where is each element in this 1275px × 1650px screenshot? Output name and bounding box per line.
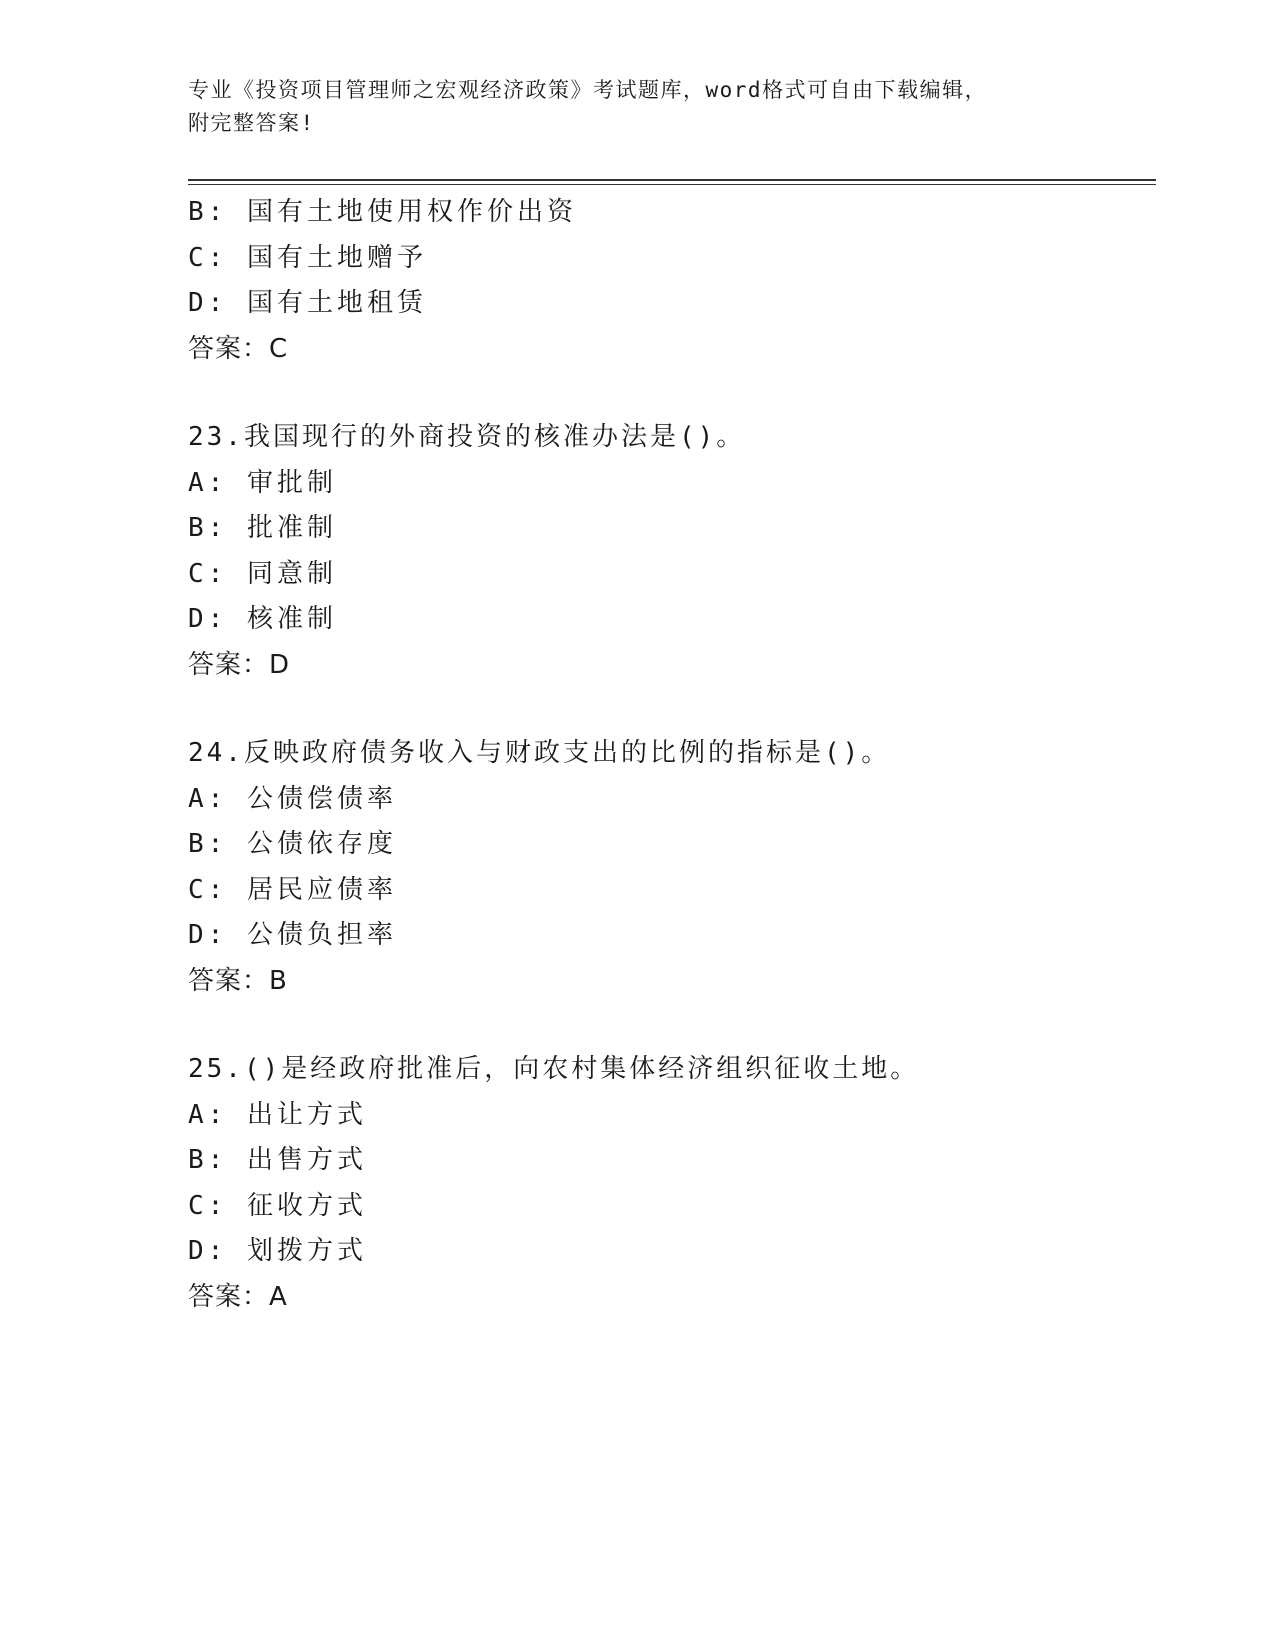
option-b: B: 批准制: [188, 513, 337, 543]
option-c: C: 居民应债率: [188, 874, 397, 905]
document-body: [188, 190, 1156, 1320]
answer-line: 答案：C: [188, 333, 289, 364]
header-divider-thick: [188, 179, 1156, 181]
answer-line: 答案：B: [188, 965, 288, 996]
option-c: C: 同意制: [188, 558, 337, 589]
question-25: [188, 1047, 1156, 1320]
header-line-1: 专业《投资项目管理师之宏观经济政策》考试题库，word格式可自由下载编辑，: [188, 78, 988, 102]
answer-line: 答案：D: [188, 649, 291, 680]
option-a: A: 公债偿债率: [188, 783, 397, 814]
spacer: [188, 688, 1156, 731]
option-d: D: 划拨方式: [188, 1236, 367, 1266]
spacer: [188, 1004, 1156, 1047]
option-d: D: 核准制: [188, 604, 337, 634]
answer-line: 答案：A: [188, 1281, 288, 1312]
header-divider-thin: [188, 184, 1156, 185]
option-a: A: 出让方式: [188, 1099, 367, 1130]
question-stem: 23.我国现行的外商投资的核准办法是()。: [188, 422, 746, 452]
question-22-continued: [188, 190, 1156, 372]
question-24: [188, 731, 1156, 1004]
question-stem: 25.()是经政府批准后，向农村集体经济组织征收土地。: [188, 1054, 920, 1084]
option-a: A: 审批制: [188, 467, 337, 498]
option-b: B: 国有土地使用权作价出资: [188, 197, 577, 227]
document-header: [188, 74, 1088, 140]
option-c: C: 征收方式: [188, 1190, 367, 1221]
option-c: C: 国有土地赠予: [188, 242, 427, 273]
option-b: B: 公债依存度: [188, 829, 397, 859]
header-line-2: 附完整答案!: [188, 111, 315, 135]
question-stem: 24.反映政府债务收入与财政支出的比例的指标是()。: [188, 738, 891, 768]
question-23: [188, 415, 1156, 688]
spacer: [188, 372, 1156, 415]
option-d: D: 国有土地租赁: [188, 288, 427, 318]
option-b: B: 出售方式: [188, 1145, 367, 1175]
option-d: D: 公债负担率: [188, 920, 397, 950]
